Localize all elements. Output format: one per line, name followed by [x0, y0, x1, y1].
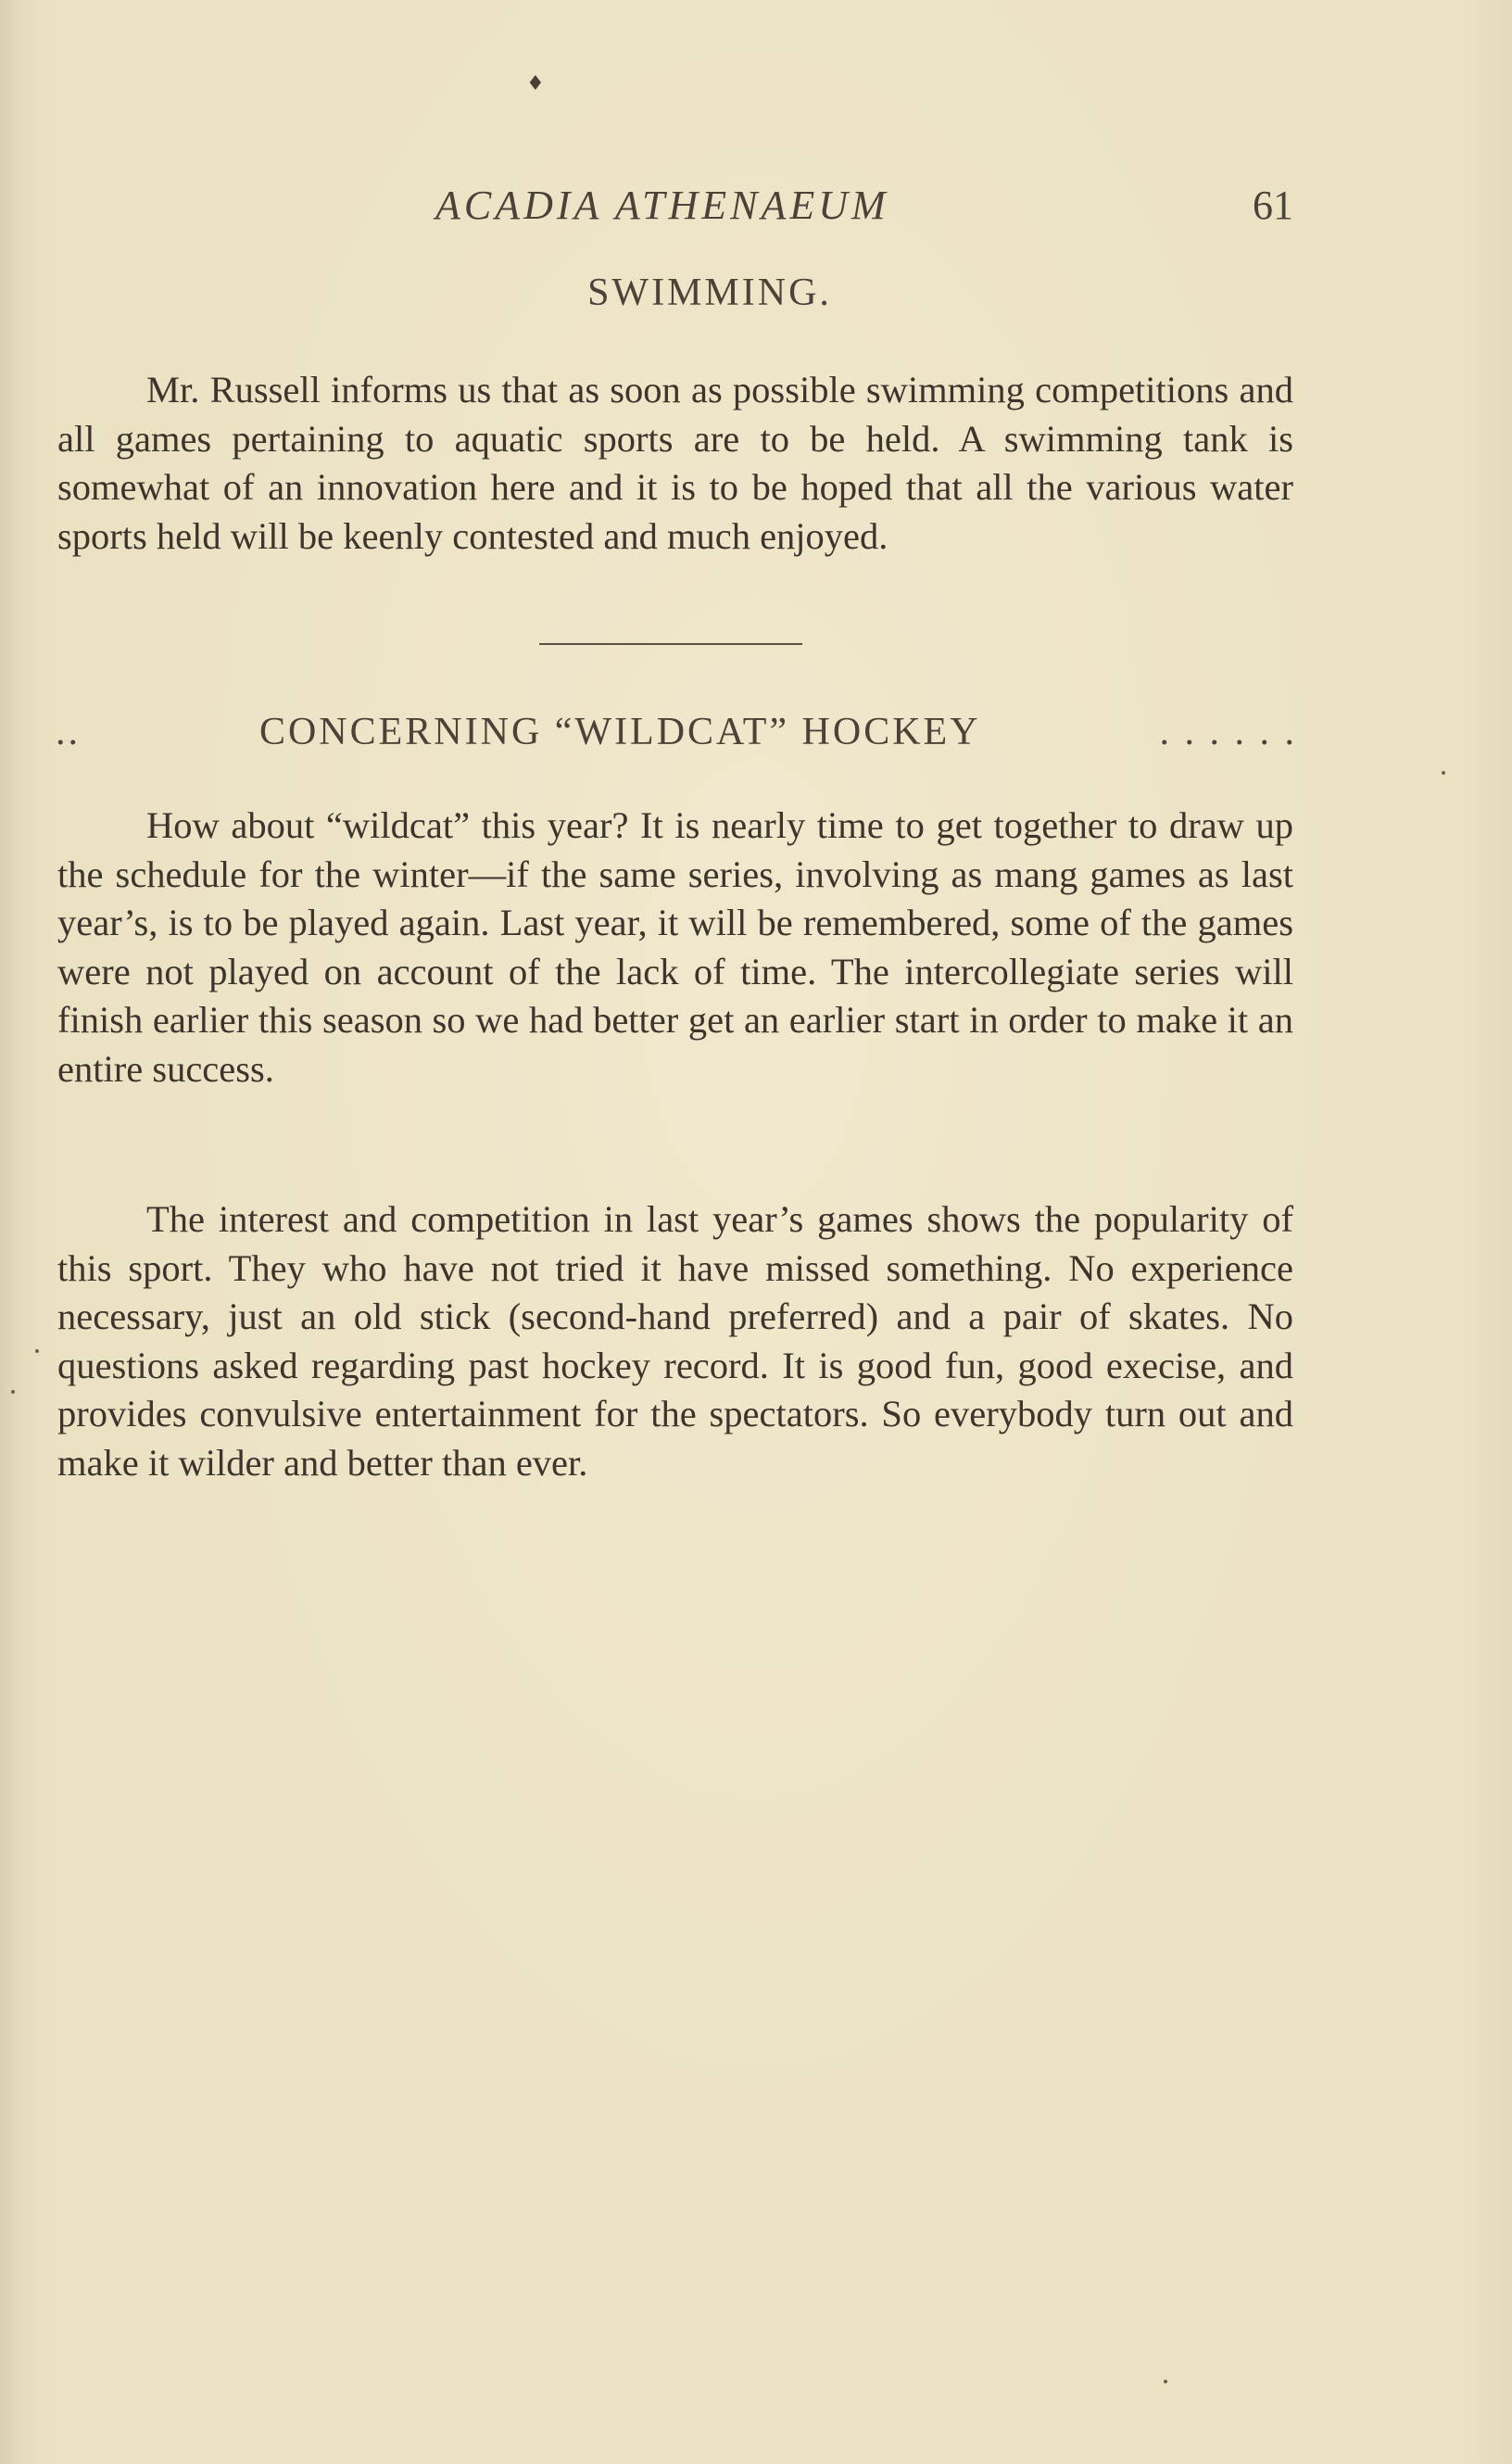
section-heading-swimming: SWIMMING. [587, 272, 832, 314]
hockey-paragraph-2 [57, 1195, 1293, 1487]
paper-speck [35, 1349, 39, 1353]
section-divider [539, 643, 802, 645]
diamond-ornament-icon: ♦ [526, 72, 545, 95]
paper-speck [11, 1390, 15, 1394]
paragraph-text: How about “wildcat” this year? It is nearly time to get together to draw up the schedule for the winter—if the same series, involving as mang games as last year’s, is to be played again. Last year, it will be remembered, some of the games were not played on account of the lack of time. The intercollegiate series will finish earlier this season so we had better get an earlier start in order to make it an entire success. [57, 804, 1293, 1090]
paragraph-text: Mr. Russell informs us that as soon as possible swimming competitions and all games pertaining to aquatic sports are to be held. A swimming tank is somewhat of an innovation here and it is to be hoped that all the various water sports held will be keenly contested and much enjoyed. [57, 369, 1293, 557]
hockey-paragraph-1 [57, 802, 1293, 1093]
paper-speck [1164, 2380, 1167, 2383]
swimming-paragraph [57, 366, 1293, 561]
heading-trailer-dots: . . . . . . [1159, 711, 1297, 753]
section-heading-hockey [56, 710, 1297, 754]
journal-title: ACADIA ATHENAEUM [435, 183, 889, 228]
heading-leader-dots: .. [56, 711, 81, 753]
running-head [0, 182, 1512, 237]
page-number: 61 [1253, 183, 1293, 228]
paper-speck [1442, 771, 1445, 775]
paragraph-text: The interest and competition in last year’s games shows the popularity of this sport. They who have not tried it have missed something. No experience necessary, just an old stick (second-hand preferred) and a pair of skates. No questions asked regarding past hockey record. It is good fun, good execise, and provides convulsive entertainment for the spectators. So everybody turn out and make it wilder and better than ever. [57, 1198, 1293, 1484]
heading-text: CONCERNING “WILDCAT” HOCKEY [258, 711, 981, 753]
